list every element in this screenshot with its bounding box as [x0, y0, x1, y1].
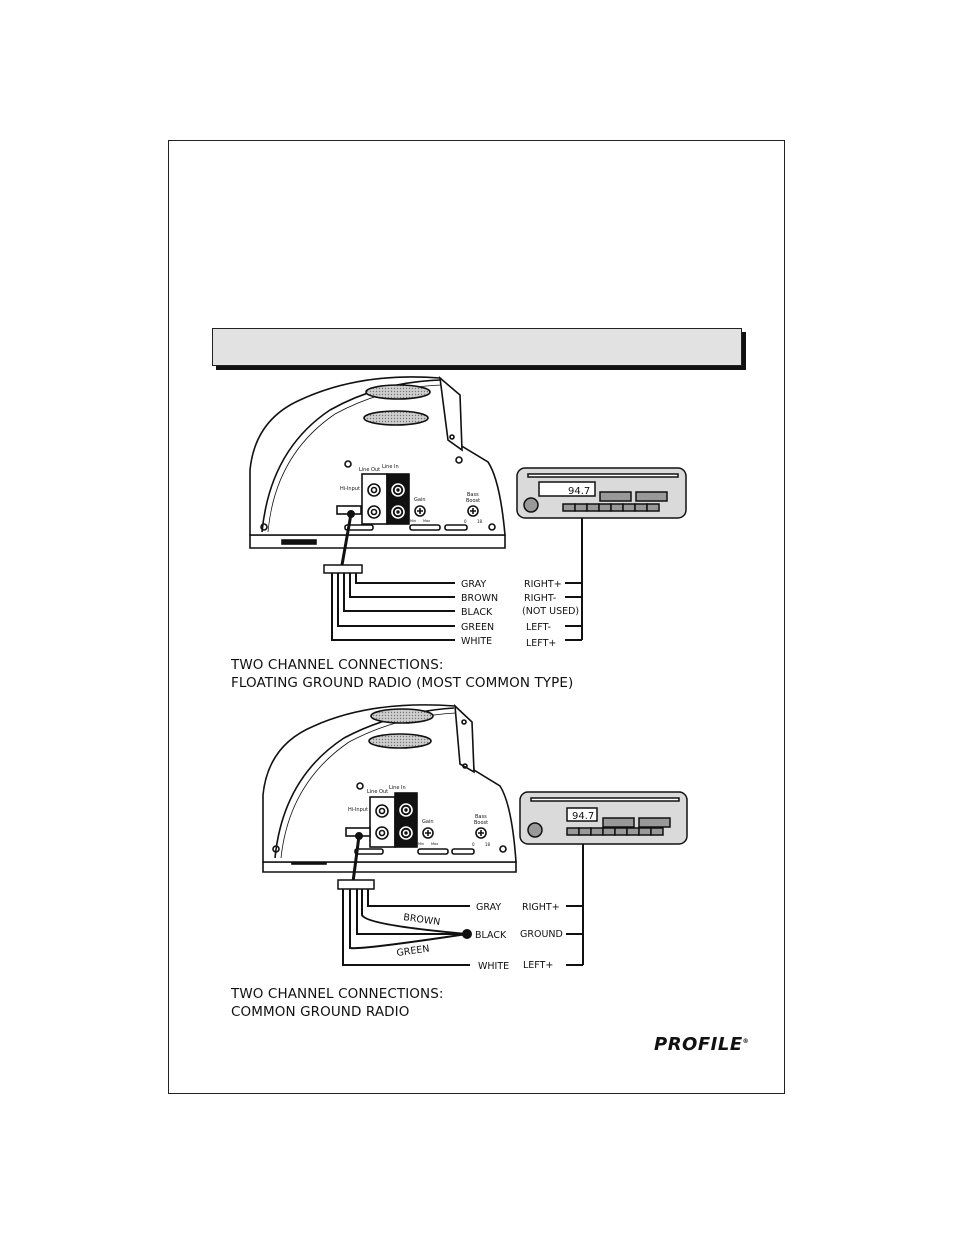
logo-text: PROFILE [654, 1034, 743, 1055]
terminal-right-minus-label: RIGHT- [524, 593, 557, 604]
line-in-label: Line In [382, 464, 399, 470]
gain-label: Gain [414, 497, 426, 503]
hi-input-label: Hi-Input [340, 486, 360, 492]
profile-logo [654, 1034, 749, 1055]
line-out-label: Line Out [359, 467, 381, 473]
caption-common-ground [231, 985, 444, 1021]
bass-boost-label-2: Boost [466, 498, 481, 504]
bass-boost-label-1: Bass [467, 492, 479, 498]
amplifier-1 [250, 377, 505, 548]
caption-floating-ground [231, 656, 573, 692]
bass-boost-label-2b: Boost [474, 820, 489, 826]
terminal-left-plus-label: LEFT+ [526, 638, 557, 649]
wire-gray-label: GRAY [461, 579, 487, 590]
bass-low-label-2: 0 [472, 842, 475, 847]
wire-brown-label-2: BROWN [402, 912, 441, 929]
wire-white-label-2: WHITE [478, 961, 510, 972]
terminal-right-plus-label: RIGHT+ [524, 579, 562, 590]
caption-2-line-1: TWO CHANNEL CONNECTIONS: [231, 986, 444, 1002]
head-unit-1 [517, 468, 686, 518]
bass-low-label: 0 [464, 519, 467, 524]
wire-labels-2 [396, 902, 563, 972]
terminal-not-used-label: (NOT USED) [522, 606, 580, 617]
caption-1-line-1: TWO CHANNEL CONNECTIONS: [231, 657, 444, 673]
hi-input-label-2: Hi-Input [348, 807, 368, 813]
wire-labels-1 [461, 579, 579, 649]
wire-white-label: WHITE [461, 636, 493, 647]
terminal-ground-label-2: GROUND [520, 929, 563, 940]
caption-1-line-2: FLOATING GROUND RADIO (MOST COMMON TYPE) [231, 675, 574, 691]
wire-green-label: GREEN [461, 622, 495, 633]
wire-black-label-2: BLACK [475, 930, 507, 941]
line-in-label-2: Line In [389, 785, 406, 791]
wire-black-label: BLACK [461, 607, 493, 618]
gain-min-label-2: Min [418, 842, 425, 846]
line-out-label-2: Line Out [367, 789, 389, 795]
bass-high-label-2: 18 [485, 842, 491, 847]
terminal-right-plus-label-2: RIGHT+ [522, 902, 560, 913]
wire-gray-label-2: GRAY [476, 902, 502, 913]
radio-2-display: 94.7 [572, 811, 595, 822]
bass-high-label: 18 [477, 519, 483, 524]
gain-max-label-2: Max [431, 842, 439, 846]
gain-min-label: Min [410, 519, 417, 523]
terminal-left-plus-label-2: LEFT+ [523, 960, 554, 971]
caption-2-line-2: COMMON GROUND RADIO [231, 1004, 410, 1020]
bass-boost-label-2a: Bass [475, 814, 487, 820]
wire-brown-label: BROWN [461, 593, 499, 604]
wire-green-label-2: GREEN [395, 943, 431, 959]
radio-1-display: 94.7 [568, 486, 591, 497]
logo-registered-mark: ® [742, 1038, 750, 1045]
terminal-left-minus-label: LEFT- [526, 622, 551, 633]
head-unit-2 [520, 792, 687, 844]
gain-max-label: Max [423, 519, 431, 523]
gain-label-2: Gain [422, 819, 434, 825]
